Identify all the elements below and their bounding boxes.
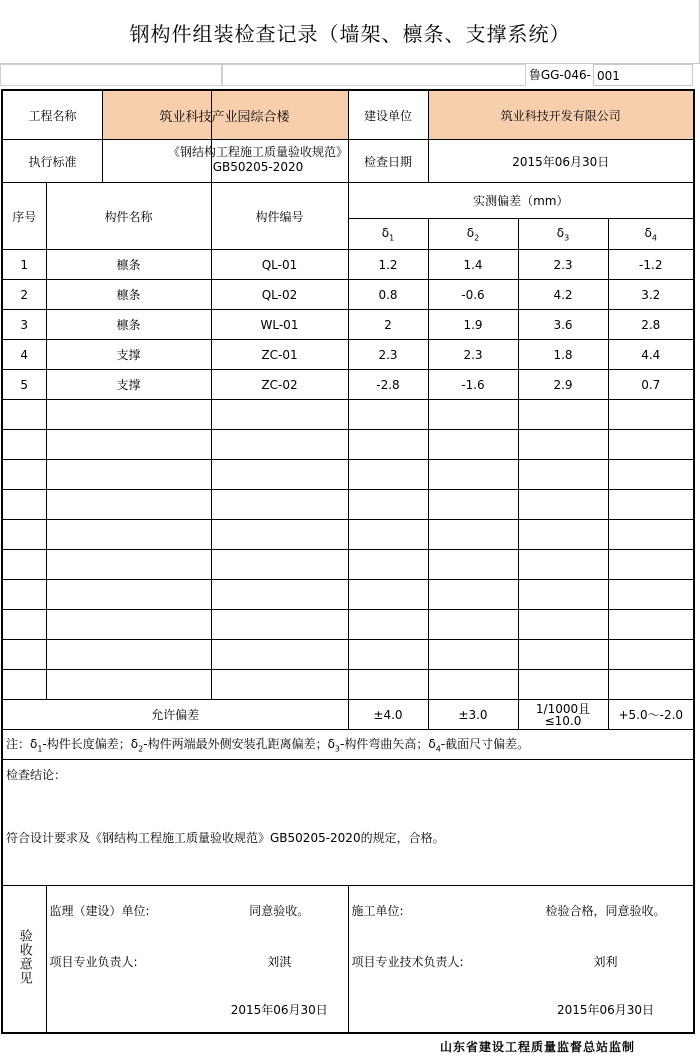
supervisor-unit-label: 监理（建设）单位: (46, 886, 211, 936)
empty-cell[interactable] (2, 580, 46, 610)
row-d4[interactable]: 0.7 (608, 370, 694, 400)
empty-cell[interactable] (348, 520, 428, 550)
empty-cell[interactable] (608, 430, 694, 460)
form-title: 钢构件组装检查记录（墙架、檩条、支撑系统） (129, 22, 571, 46)
note-d2: -构件两端最外侧安装孔距离偏差； (143, 737, 328, 752)
empty-cell[interactable] (428, 430, 518, 460)
supervisor-person-label: 项目专业负责人: (46, 936, 211, 987)
row-name[interactable]: 支撑 (46, 340, 211, 370)
standard-title: 《钢结构工程施工质量验收规范》 (167, 145, 348, 159)
empty-cell[interactable] (46, 640, 211, 670)
empty-cell[interactable] (348, 400, 428, 430)
allowed-d3 (518, 700, 608, 730)
empty-cell[interactable] (46, 610, 211, 640)
standard-code: GB50205-2020 (212, 160, 304, 174)
empty-cell[interactable] (348, 460, 428, 490)
empty-cell[interactable] (518, 610, 608, 640)
empty-cell[interactable] (428, 640, 518, 670)
row-d3[interactable]: 3.6 (518, 310, 608, 340)
empty-row (2, 520, 694, 550)
empty-cell[interactable] (428, 670, 518, 700)
row-d3[interactable]: 2.3 (518, 250, 608, 280)
table-row (2, 340, 694, 370)
empty-cell[interactable] (211, 490, 348, 520)
form-code-value[interactable]: 001 (593, 64, 693, 86)
empty-cell[interactable] (46, 400, 211, 430)
date-label: 检查日期 (348, 140, 428, 183)
empty-cell[interactable] (428, 520, 518, 550)
empty-cell[interactable] (211, 550, 348, 580)
row-no[interactable]: 4 (2, 340, 46, 370)
contractor-opinion[interactable]: 检验合格，同意验收。 (518, 886, 694, 936)
row-d1[interactable]: 0.8 (348, 280, 428, 310)
empty-cell[interactable] (211, 580, 348, 610)
row-d4[interactable]: 3.2 (608, 280, 694, 310)
contractor-person-label: 项目专业技术负责人: (348, 936, 518, 987)
note-d1: -构件长度偏差； (42, 737, 131, 752)
row-code[interactable]: QL-02 (211, 280, 348, 310)
col-header-delta-1: $\delta_1$ (348, 219, 428, 250)
empty-cell[interactable] (46, 580, 211, 610)
row-d4[interactable]: 2.8 (608, 310, 694, 340)
contractor-date-spacer (348, 987, 518, 1033)
empty-cell[interactable] (211, 610, 348, 640)
row-d2[interactable]: 1.9 (428, 310, 518, 340)
form-code-label: 鲁GG-046- (528, 68, 591, 82)
row-d2[interactable]: 1.4 (428, 250, 518, 280)
supervisor-person[interactable]: 刘淇 (211, 936, 348, 987)
empty-cell[interactable] (428, 400, 518, 430)
empty-cell[interactable] (211, 460, 348, 490)
empty-cell[interactable] (348, 670, 428, 700)
row-no[interactable]: 3 (2, 310, 46, 340)
project-name-label: 工程名称 (3, 91, 103, 139)
empty-row (2, 490, 694, 520)
col-header-deviation: 实测偏差（mm） (348, 183, 694, 219)
empty-cell[interactable] (608, 520, 694, 550)
builder-label: 建设单位 (348, 90, 428, 140)
inspection-date[interactable]: 2015年06月30日 (428, 140, 694, 183)
allowed-d2: ±3.0 (428, 700, 518, 730)
table-row (2, 310, 694, 340)
empty-cell[interactable] (608, 550, 694, 580)
empty-cell[interactable] (348, 550, 428, 580)
empty-cell[interactable] (518, 640, 608, 670)
contractor-unit-label: 施工单位: (348, 886, 518, 936)
code-row-blank-cell-2[interactable] (222, 64, 526, 86)
table-row (2, 370, 694, 400)
table-row (2, 250, 694, 280)
builder-value[interactable]: 筑业科技开发有限公司 (428, 90, 694, 140)
row-no[interactable]: 2 (2, 280, 46, 310)
empty-cell[interactable] (46, 460, 211, 490)
empty-cell[interactable] (518, 670, 608, 700)
table-row (2, 280, 694, 310)
empty-cell[interactable] (211, 430, 348, 460)
row-d2[interactable]: 2.3 (428, 340, 518, 370)
empty-row (2, 550, 694, 580)
empty-cell[interactable] (518, 520, 608, 550)
row-d2[interactable]: -0.6 (428, 280, 518, 310)
empty-cell[interactable] (428, 490, 518, 520)
row-name[interactable]: 檩条 (46, 280, 211, 310)
empty-cell[interactable] (2, 640, 46, 670)
empty-cell[interactable] (348, 430, 428, 460)
contractor-date[interactable]: 2015年06月30日 (518, 987, 694, 1033)
empty-cell[interactable] (2, 520, 46, 550)
row-d4[interactable]: -1.2 (608, 250, 694, 280)
empty-cell[interactable] (2, 670, 46, 700)
supervisor-date[interactable]: 2015年06月30日 (211, 987, 348, 1033)
empty-cell[interactable] (46, 550, 211, 580)
empty-cell[interactable] (518, 400, 608, 430)
row-d3[interactable]: 2.9 (518, 370, 608, 400)
row-no[interactable]: 5 (2, 370, 46, 400)
col-header-delta-3: $\delta_3$ (518, 219, 608, 250)
empty-cell[interactable] (46, 490, 211, 520)
empty-cell[interactable] (518, 430, 608, 460)
row-name[interactable]: 檩条 (46, 310, 211, 340)
empty-cell[interactable] (518, 490, 608, 520)
empty-cell[interactable] (428, 580, 518, 610)
supervisor-date-spacer (46, 987, 211, 1033)
empty-cell[interactable] (211, 400, 348, 430)
row-d3[interactable]: 1.8 (518, 340, 608, 370)
row-name[interactable]: 檩条 (46, 250, 211, 280)
standard-label-cell (2, 140, 348, 183)
empty-cell[interactable] (608, 640, 694, 670)
empty-cell[interactable] (2, 610, 46, 640)
empty-cell[interactable] (608, 490, 694, 520)
empty-row (2, 640, 694, 670)
col-header-no: 序号 (2, 183, 46, 250)
empty-cell[interactable] (518, 460, 608, 490)
row-d2[interactable]: -1.6 (428, 370, 518, 400)
inspection-table (1, 89, 695, 1034)
empty-cell[interactable] (46, 430, 211, 460)
project-name-value: 筑业科技产业园综合楼 (159, 110, 290, 125)
row-d1[interactable]: -2.8 (348, 370, 428, 400)
empty-cell[interactable] (2, 550, 46, 580)
empty-row (2, 580, 694, 610)
note-d3: -构件弯曲矢高； (340, 737, 429, 752)
col-header-code: 构件编号 (211, 183, 348, 250)
project-name-value-cell[interactable] (159, 90, 348, 140)
empty-cell[interactable] (348, 640, 428, 670)
row-code[interactable]: ZC-01 (211, 340, 348, 370)
empty-cell[interactable] (608, 670, 694, 700)
empty-cell[interactable] (428, 610, 518, 640)
allowed-d3-line1: 1/1000且 (535, 701, 591, 716)
conclusion-label: 检查结论： (2, 760, 694, 790)
acceptance-side-label-cell (2, 886, 46, 1033)
acceptance-side-label: 验收意见 (16, 929, 32, 986)
empty-cell[interactable] (2, 430, 46, 460)
empty-cell[interactable] (2, 460, 46, 490)
row-d3[interactable]: 4.2 (518, 280, 608, 310)
empty-row (2, 400, 694, 430)
note-row: 注：$\delta_1-$构件长度偏差；$\delta_2-$构件两端最外侧安装孔距离偏差；$\delta_3-$构件弯曲矢高；$\delta_4-$截面尺寸偏差。 (2, 730, 694, 760)
empty-cell[interactable] (428, 460, 518, 490)
empty-cell[interactable] (518, 550, 608, 580)
empty-row (2, 670, 694, 700)
col-header-delta-2: $\delta_2$ (428, 219, 518, 250)
row-no[interactable]: 1 (2, 250, 46, 280)
code-row-blank-cell[interactable] (0, 64, 222, 86)
contractor-person[interactable]: 刘利 (518, 936, 694, 987)
row-d1[interactable]: 2 (348, 310, 428, 340)
standard-value[interactable] (133, 145, 383, 175)
row-code[interactable]: ZC-02 (211, 370, 348, 400)
row-code[interactable]: WL-01 (211, 310, 348, 340)
note-prefix: 注： (6, 737, 31, 752)
row-d4[interactable]: 4.4 (608, 340, 694, 370)
row-name[interactable]: 支撑 (46, 370, 211, 400)
conclusion-text[interactable]: 符合设计要求及《钢结构工程施工质量验收规范》GB50205-2020的规定，合格。 (2, 790, 694, 886)
empty-cell[interactable] (46, 670, 211, 700)
empty-cell[interactable] (348, 610, 428, 640)
allowed-d4: +5.0～-2.0 (608, 700, 694, 730)
allowed-deviation-label: 允许偏差 (2, 700, 348, 730)
empty-cell[interactable] (608, 580, 694, 610)
empty-cell[interactable] (608, 400, 694, 430)
empty-row (2, 610, 694, 640)
note-d4: -截面尺寸偏差。 (440, 737, 530, 752)
empty-cell[interactable] (608, 460, 694, 490)
empty-row (2, 430, 694, 460)
empty-cell[interactable] (2, 490, 46, 520)
empty-row (2, 460, 694, 490)
allowed-d3-line2: ≤10.0 (544, 713, 582, 728)
empty-cell[interactable] (518, 580, 608, 610)
standard-label: 执行标准 (3, 140, 103, 182)
footer-issuer: 山东省建设工程质量监督总站监制 (440, 1040, 636, 1054)
supervisor-opinion[interactable]: 同意验收。 (211, 886, 348, 936)
empty-cell[interactable] (348, 490, 428, 520)
empty-cell[interactable] (211, 520, 348, 550)
empty-cell[interactable] (428, 550, 518, 580)
col-header-delta-4: $\delta_4$ (608, 219, 694, 250)
empty-cell[interactable] (211, 670, 348, 700)
row-code[interactable]: QL-01 (211, 250, 348, 280)
col-header-name: 构件名称 (46, 183, 211, 250)
empty-cell[interactable] (46, 520, 211, 550)
row-d1[interactable]: 2.3 (348, 340, 428, 370)
empty-cell[interactable] (348, 580, 428, 610)
empty-cell[interactable] (608, 610, 694, 640)
row-d1[interactable]: 1.2 (348, 250, 428, 280)
allowed-d1: ±4.0 (348, 700, 428, 730)
empty-cell[interactable] (211, 640, 348, 670)
empty-cell[interactable] (2, 400, 46, 430)
